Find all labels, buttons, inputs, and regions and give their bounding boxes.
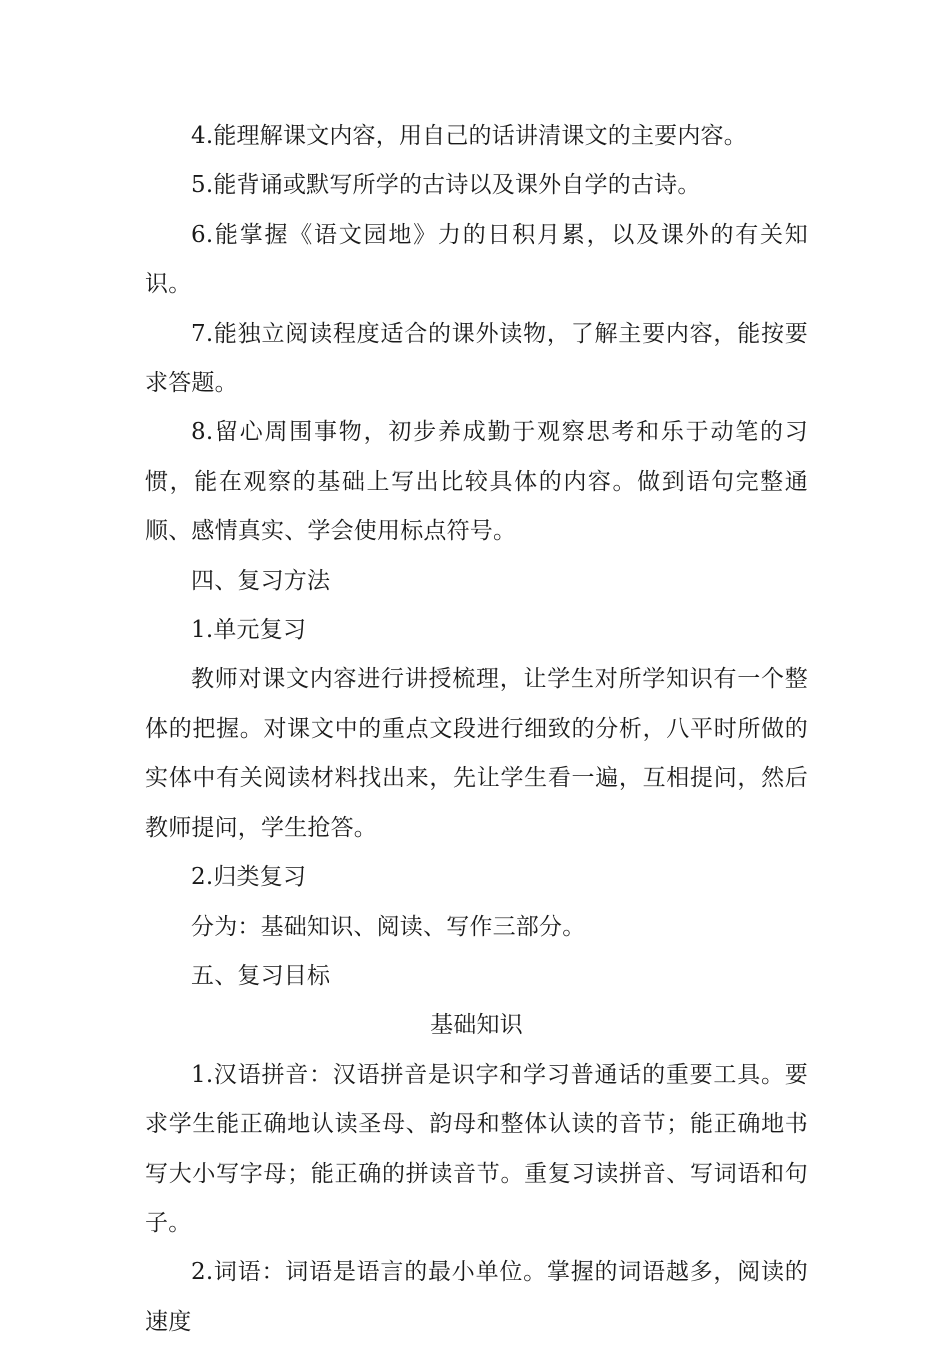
subheading-category-review: 2.归类复习: [191, 864, 307, 891]
section-heading-review-goals: 五、复习目标: [191, 962, 331, 989]
centered-heading-basic-knowledge: 基础知识: [430, 1012, 523, 1039]
list-item-4: 4.能理解课文内容，用自己的话讲清课文的主要内容。: [191, 123, 747, 149]
list-item-8: 8.留心周围事物，初步养成勤于观察思考和乐于动笔的习惯，能在观察的基础上写出比较具体的内容。做到语句完整通顺、感情真实、学会使用标点符号。: [145, 419, 808, 545]
paragraph-words: 2.词语：词语是语言的最小单位。掌握的词语越多，阅读的速度: [145, 1259, 808, 1335]
list-item-5: 5.能背诵或默写所学的古诗以及课外自学的古诗。: [191, 172, 701, 199]
paragraph-pinyin: 1.汉语拼音：汉语拼音是识字和学习普通话的重要工具。要求学生能正确地认读圣母、韵母和整体认读的音节；能正确地书写大小写字母；能正确的拼读音节。重复习读拼音、写词语和句子。: [145, 1061, 808, 1236]
subheading-unit-review: 1.单元复习: [191, 617, 307, 644]
paragraph-category-review: 分为：基础知识、阅读、写作三部分。: [191, 913, 586, 940]
section-heading-review-method: 四、复习方法: [191, 567, 331, 594]
paragraph-unit-review: 教师对课文内容进行讲授梳理，让学生对所学知识有一个整体的把握。对课文中的重点文段进行细致的分析，八平时所做的实体中有关阅读材料找出来，先让学生看一遍，互相提问，然后教师提问，学生抢答。: [145, 666, 808, 841]
list-item-6: 6.能掌握《语文园地》力的日积月累，以及课外的有关知识。: [145, 221, 808, 298]
list-item-7: 7.能独立阅读程度适合的课外读物，了解主要内容，能按要求答题。: [145, 320, 808, 397]
